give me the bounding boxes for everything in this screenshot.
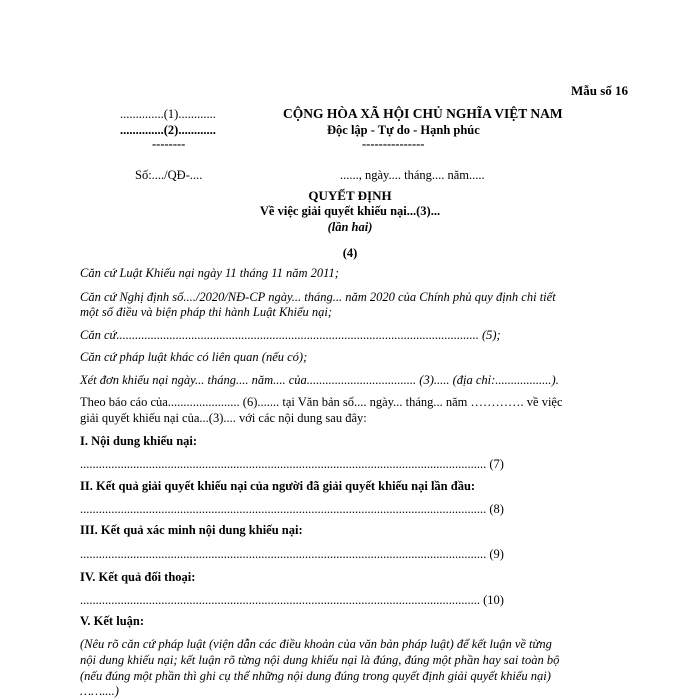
basis-decree: Căn cứ Nghị định số..../2020/NĐ-CP ngày... tháng... năm 2020 của Chính phủ quy định chi tiết xyxy=(80,290,556,304)
report-line-2: giải quyết khiếu nại của...(3).... với các nội dung sau đây: xyxy=(80,411,367,425)
decision-subject: Về việc giải quyết khiếu nại...(3)... xyxy=(259,204,441,218)
motto-divider: --------------- xyxy=(362,137,425,151)
conclusion-note-line: (Nêu rõ căn cứ pháp luật (viện dẫn các điều khoản của văn bản pháp luật) để kết luận về từng xyxy=(80,637,552,651)
basis-decree-cont: một số điều và biện pháp thi hành Luật Khiếu nại; xyxy=(80,305,333,319)
decision-title: QUYẾT ĐỊNH xyxy=(308,188,392,203)
section-heading: I. Nội dung khiếu nại: xyxy=(80,434,198,448)
org-divider: -------- xyxy=(152,137,186,151)
motto: Độc lập - Tự do - Hạnh phúc xyxy=(327,123,480,137)
basis-related-law: Căn cứ pháp luật khác có liên quan (nếu có); xyxy=(80,350,308,364)
section-heading: IV. Kết quả đối thoại: xyxy=(80,570,196,584)
section-heading: V. Kết luận: xyxy=(80,614,145,628)
conclusion-note-line: ……....) xyxy=(80,684,119,698)
authority-placeholder: (4) xyxy=(342,246,358,260)
basis-complaint: Xét đơn khiếu nại ngày... tháng.... năm.... của................................... (3)..... (địa chỉ:..................). xyxy=(80,373,559,387)
decision-round: (lần hai) xyxy=(327,220,373,234)
section-heading: II. Kết quả giải quyết khiếu nại của người đã giải quyết khiếu nại lần đầu: xyxy=(80,479,476,493)
section-fill: .................................................................................................................................. (8) xyxy=(80,502,504,516)
section-fill: ................................................................................................................................ (10) xyxy=(80,593,504,607)
country-name: CỘNG HÒA XÃ HỘI CHỦ NGHĨA VIỆT NAM xyxy=(283,106,563,121)
conclusion-note-line: (nếu đúng một phần thì ghi cụ thể những nội dung đúng trong quyết định giải quyết khiếu nại) xyxy=(80,669,551,683)
report-line-1: Theo báo cáo của....................... (6)....... tại Văn bản số.... ngày... tháng... năm …………. về việc xyxy=(80,395,563,409)
place-date: ......, ngày.... tháng.... năm..... xyxy=(340,168,485,182)
basis-other: Căn cứ.................................................................................................................... (5); xyxy=(80,328,501,342)
form-number: Mẫu số 16 xyxy=(571,83,629,98)
document-number: Số:..../QĐ-.... xyxy=(135,168,203,182)
org-line-2: ..............(2)............ xyxy=(120,123,216,137)
org-line-1: ..............(1)............ xyxy=(120,107,216,121)
section-fill: .................................................................................................................................. (9) xyxy=(80,547,504,561)
basis-law: Căn cứ Luật Khiếu nại ngày 11 tháng 11 năm 2011; xyxy=(80,266,339,280)
conclusion-note-line: nội dung khiếu nại; kết luận rõ từng nội dung khiếu nại là đúng, đúng một phần hay sai toàn bộ xyxy=(80,653,560,667)
section-fill: .................................................................................................................................. (7) xyxy=(80,457,504,471)
section-heading: III. Kết quả xác minh nội dung khiếu nại: xyxy=(80,523,303,537)
